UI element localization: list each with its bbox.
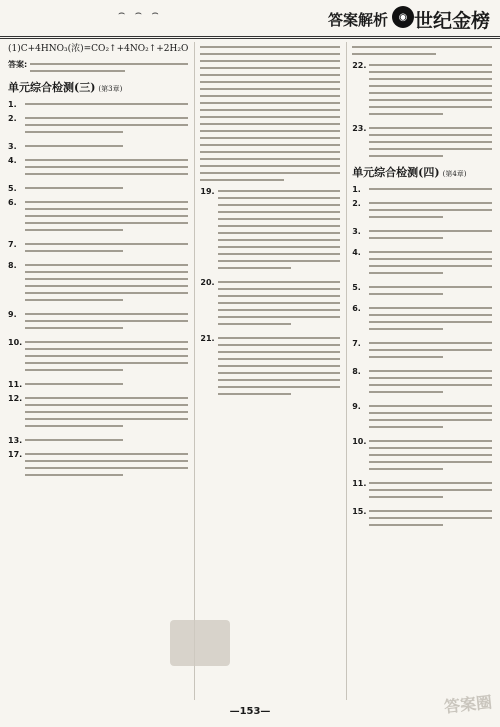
right-column <box>346 42 492 700</box>
list-item: 13. <box>8 435 188 446</box>
section-title-4: 单元综合检测(四) (第4章) <box>352 166 467 179</box>
list-item: 8. <box>352 366 492 398</box>
middle-column <box>194 42 340 700</box>
list-item: 9. <box>352 401 492 433</box>
list-item: 23. <box>352 123 492 162</box>
page-number: —153— <box>229 706 271 717</box>
section-title-3: 单元综合检测(三) (第3章) <box>8 81 123 94</box>
list-item: 4. <box>352 247 492 279</box>
list-item: 10. <box>8 337 188 376</box>
list-item: 9. <box>8 309 188 334</box>
watermark-logo: 答案圈 <box>443 692 493 717</box>
left-column <box>8 42 188 700</box>
header-title: 答案解析 <box>327 11 388 29</box>
continued-answer <box>352 46 492 55</box>
list-item: 21. <box>200 333 340 400</box>
list-item: 5. <box>352 282 492 300</box>
list-item: 2. <box>352 198 492 223</box>
list-item: 3. <box>8 141 188 152</box>
continued-answer <box>200 46 340 181</box>
brand-logo-icon: ◉ <box>392 6 414 28</box>
top-equation: (1)C+4HNO₃(浓)=CO₂↑+4NO₂↑+2H₂O <box>8 44 189 54</box>
list-item: 11. <box>8 379 188 390</box>
list-item: 10. <box>352 436 492 475</box>
list-item: 11. <box>352 478 492 503</box>
answer-columns <box>8 42 492 700</box>
list-item: 12. <box>8 393 188 432</box>
list-item: 3. <box>352 226 492 244</box>
list-item: 7. <box>352 338 492 363</box>
list-item: 15. <box>352 506 492 531</box>
top-answer-label: 答案: <box>8 60 28 69</box>
list-item: 22. <box>352 60 492 120</box>
list-item: 17. <box>8 449 188 481</box>
stamp-image <box>170 620 230 666</box>
top-answer <box>8 59 188 77</box>
list-item: 1. <box>8 99 188 110</box>
list-item: 6. <box>352 303 492 335</box>
list-item: 6. <box>8 197 188 236</box>
list-item: 4. <box>8 155 188 180</box>
list-item: 7. <box>8 239 188 257</box>
list-item: 1. <box>352 184 492 195</box>
list-item: 19. <box>200 186 340 274</box>
list-item: 5. <box>8 183 188 194</box>
list-item: 2. <box>8 113 188 138</box>
page-header <box>0 0 500 39</box>
list-item: 8. <box>8 260 188 306</box>
brand-name: 世纪金榜 <box>413 10 490 32</box>
list-item: 20. <box>200 277 340 330</box>
birds-decoration: ⌢ ⌢ ⌢ <box>118 6 162 19</box>
